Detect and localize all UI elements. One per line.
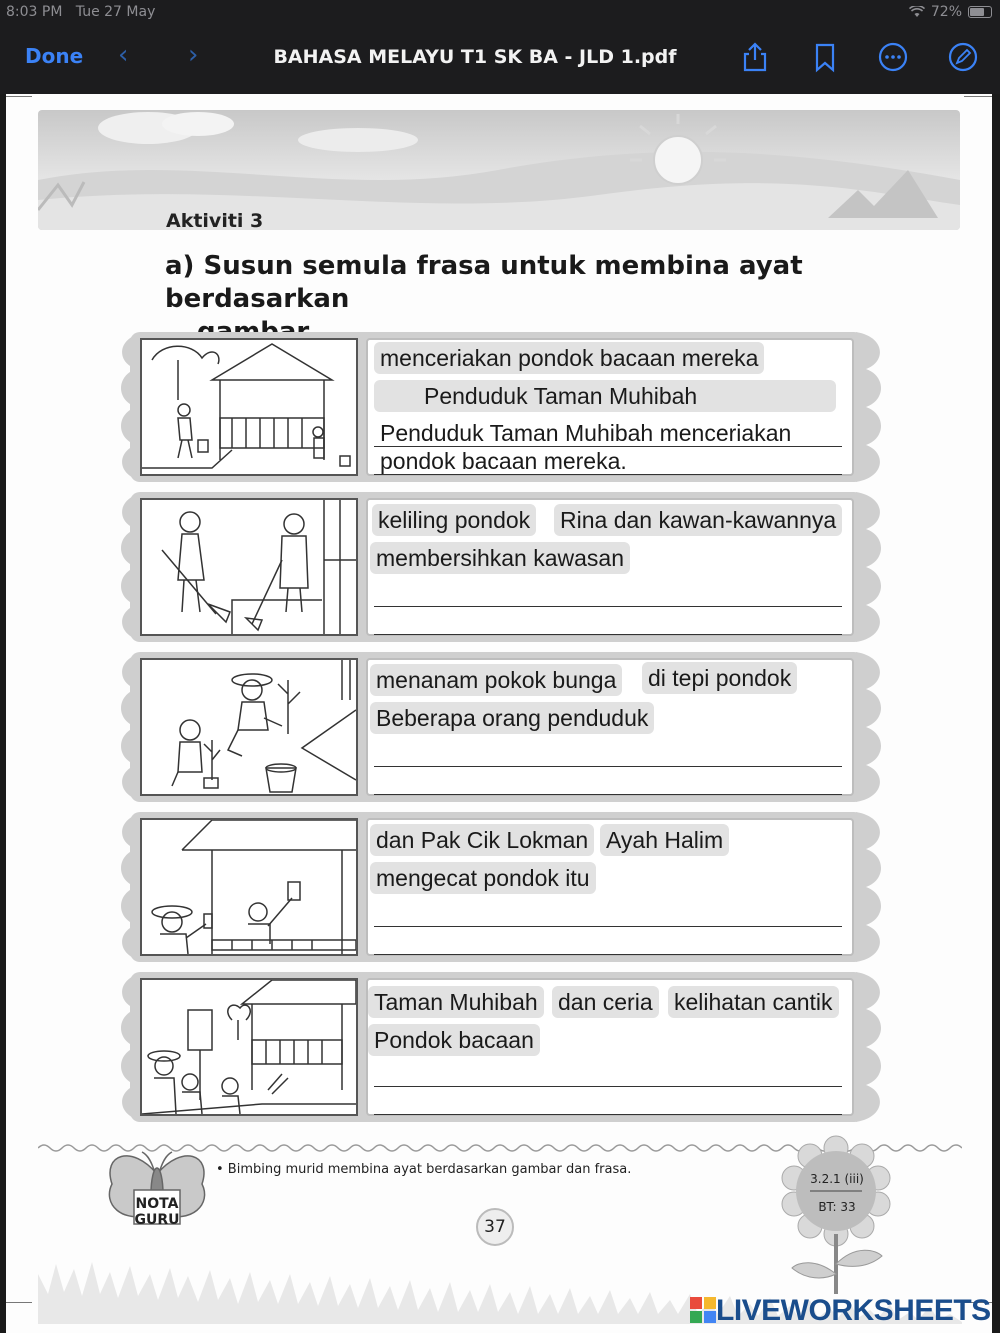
writing-line[interactable] — [374, 954, 842, 955]
watermark-text: LIVEWORKSHEETS — [716, 1294, 991, 1327]
writing-line[interactable] — [374, 474, 842, 475]
previous-page-icon[interactable]: ‹ — [118, 40, 129, 70]
phrase-chip[interactable]: Pondok bacaan — [368, 1024, 540, 1056]
teacher-note: • Bimbing murid membina ayat berdasarkan gambar dan frasa. — [216, 1162, 632, 1177]
answer-text-line-2[interactable]: pondok bacaan mereka. — [380, 448, 627, 474]
pdf-page — [6, 94, 992, 1333]
crop-mark — [6, 1302, 32, 1303]
illustration-planting — [140, 658, 358, 796]
liveworksheets-logo-icon — [690, 1297, 716, 1323]
liveworksheets-watermark — [690, 1294, 991, 1328]
nota-label: NOTA — [135, 1196, 179, 1212]
page-number: 37 — [476, 1208, 514, 1246]
answer-area — [366, 978, 854, 1116]
answer-area — [366, 818, 854, 956]
writing-line[interactable] — [374, 606, 842, 607]
exercise-row-5 — [106, 972, 896, 1122]
writing-line[interactable] — [374, 766, 842, 767]
instruction-line-1: a) Susun semula frasa untuk membina ayat berdasarkan — [165, 251, 803, 314]
flower-badge-icon — [776, 1134, 896, 1294]
status-time: 8:03 PM Tue 27 May — [6, 4, 156, 20]
exercise-row-2 — [106, 492, 896, 642]
exercise-row-1 — [106, 332, 896, 482]
status-battery — [909, 4, 992, 20]
writing-line[interactable] — [374, 446, 842, 447]
phrase-chip[interactable]: mengecat pondok itu — [370, 862, 596, 894]
phrase-chip[interactable]: Penduduk Taman Muhibah — [374, 380, 836, 412]
phrase-chip[interactable]: di tepi pondok — [642, 662, 797, 694]
done-button[interactable]: Done — [25, 44, 84, 68]
phrase-chip[interactable]: membersihkan kawasan — [370, 542, 630, 574]
writing-line[interactable] — [374, 634, 842, 635]
activity-heading: Aktiviti 3 — [166, 210, 264, 232]
phrase-chip[interactable]: dan Pak Cik Lokman — [370, 824, 594, 856]
writing-line[interactable] — [374, 1086, 842, 1087]
answer-text-line-1[interactable]: Penduduk Taman Muhibah menceriakan — [380, 420, 792, 446]
battery-percent: 72% — [930, 4, 962, 20]
phrase-chip[interactable]: kelihatan cantik — [668, 986, 839, 1018]
next-page-icon[interactable]: › — [188, 40, 199, 70]
phrase-chip[interactable]: menanam pokok bunga — [370, 664, 622, 696]
guru-label: GURU — [134, 1212, 180, 1228]
phrase-chip[interactable]: keliling pondok — [372, 504, 536, 536]
phrase-chip[interactable]: Beberapa orang penduduk — [370, 702, 654, 734]
wifi-icon — [909, 6, 925, 18]
standard-code: 3.2.1 (iii) — [810, 1172, 864, 1186]
phrase-chip[interactable]: menceriakan pondok bacaan mereka — [374, 342, 764, 374]
writing-line[interactable] — [374, 794, 842, 795]
answer-area — [366, 498, 854, 636]
illustration-sweeping — [140, 498, 358, 636]
share-icon[interactable] — [738, 40, 772, 74]
illustration-gazebo-painting — [140, 338, 358, 476]
nota-guru-label — [134, 1196, 180, 1228]
bt-page-ref: BT: 33 — [818, 1200, 856, 1214]
markup-icon[interactable] — [946, 40, 980, 74]
answer-area — [366, 658, 854, 796]
document-title: BAHASA MELAYU T1 SK BA - JLD 1.pdf — [273, 46, 677, 68]
phrase-chip[interactable]: Taman Muhibah — [368, 986, 544, 1018]
phrase-chip[interactable]: dan ceria — [552, 986, 659, 1018]
crop-mark — [6, 96, 32, 97]
illustration-painting-hut — [140, 818, 358, 956]
bookmark-icon[interactable] — [808, 40, 842, 74]
crop-mark — [964, 96, 992, 97]
exercise-row-4 — [106, 812, 896, 962]
pdf-toolbar — [0, 26, 1000, 94]
exercise-row-3 — [106, 652, 896, 802]
phrase-chip[interactable]: Rina dan kawan-kawannya — [554, 504, 842, 536]
phrase-chip[interactable]: Ayah Halim — [600, 824, 729, 856]
writing-line[interactable] — [374, 1114, 842, 1115]
writing-line[interactable] — [374, 926, 842, 927]
status-bar — [0, 0, 1000, 26]
answer-area — [366, 338, 854, 476]
battery-icon — [968, 6, 992, 18]
illustration-finished-hut — [140, 978, 358, 1116]
more-options-icon[interactable] — [876, 40, 910, 74]
